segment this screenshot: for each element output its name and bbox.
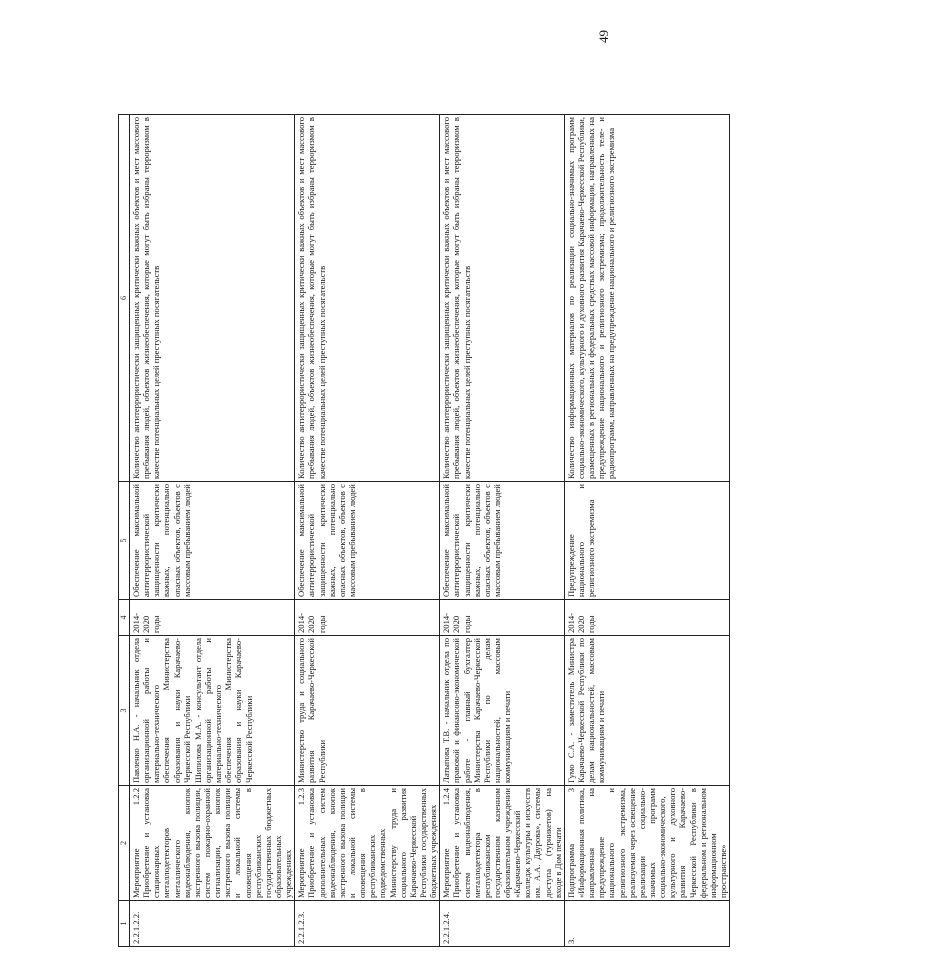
header-cell: 6 bbox=[119, 115, 130, 482]
indicator-cell: Количество информационных материалов по реализации социально-значимых программ социально-экономического, культурного и духовного развития Карачаево-Черкесской Республики, размещенных в региональных и федеральных средствах массовой информации, направленных на предупреждение национального и религиозного экстремизма; продолжительность теле- и радиопрограмм, направленных на предупреждение национального и религиозного экстремизма bbox=[564, 115, 729, 482]
responsible-cell: Павленко Н.А. - начальник отдела организационной работы и материально-технического обеспечения Министерства образования и науки Карачаево-Черкесской Республики Шипилова М.А. - консультант отдела организационной работы и материально-технического обеспечения Министерства образования и науки Карачаево-Черкесской Республики bbox=[130, 636, 295, 786]
indicator-cell: Количество антитеррористически защищенных критически важных объектов и мест массового пребывания людей, объектов жизнеобеспечения, которые могут быть избраны терроризмом в качестве потенциальных целей преступных посягательств bbox=[440, 115, 565, 482]
header-cell: 5 bbox=[119, 482, 130, 600]
result-cell: Обеспечение максимальной антитеррористической защищенности критически важных, потенциально опасных объектов, объектов с массовым пребыванием людей bbox=[295, 482, 440, 600]
event-cell: Мероприятие 1.2.3 Приобретение и установка дополнительных систем видеонаблюдения, кнопок экстренного вызова полиции и локальной системы оповещения в республиканских подведомственных Министерству труда и социального развития Карачаево-Черкесской Республики государственных бюджетных учреждениях bbox=[295, 786, 440, 901]
header-cell: 4 bbox=[119, 600, 130, 636]
indicator-cell: Количество антитеррористически защищенных критически важных объектов и мест массового пребывания людей, объектов жизнеобеспечения, которые могут быть избраны терроризмом в качестве потенциальных целей преступных посягательств bbox=[130, 115, 295, 482]
event-cell: Подпрограмма 3 «Информационная политика, направленная на предупреждение национального и религиозного экстремизма, реализуемая через освещение реализации социально-значимых программ социально-экономического, культурного и духовного развития Карачаево-Черкесской Республики в федеральном и региональном информационном пространстве» bbox=[564, 786, 729, 901]
result-cell: Предупреждение национального и религиозного экстремизма bbox=[564, 482, 729, 600]
table-row bbox=[130, 115, 295, 947]
table-row bbox=[295, 115, 440, 947]
responsible-cell: Министерство труда и социального развития Карачаево-Черкесской Республики bbox=[295, 636, 440, 786]
row-number: 2.2.1.2.2. bbox=[130, 901, 295, 947]
header-cell: 1 bbox=[119, 901, 130, 947]
indicator-cell: Количество антитеррористически защищенных критически важных объектов и мест массового пребывания людей, объектов жизнеобеспечения, которые могут быть избраны терроризмом в качестве потенциальных целей преступных посягательств bbox=[295, 115, 440, 482]
responsible-cell: Гумо С.А. - заместитель Министра Карачаево-Черкесской Республики по делам национальностей, массовым коммуникациям и печати bbox=[564, 636, 729, 786]
header-cell: 2 bbox=[119, 786, 130, 901]
event-cell: Мероприятие 1.2.2 Приобретение и установка стационарных металлодетекторов металлического видеонаблюдения, кнопок экстренного вызова полиции, систем пожарно-охранной сигнализации, кнопок экстренного вызова полиции и локальной системы оповещения в республиканских государственных бюджетных образовательных учреждениях bbox=[130, 786, 295, 901]
page-number: 49 bbox=[596, 30, 611, 43]
years-cell: 2014-2020 годы bbox=[440, 600, 565, 636]
event-cell: Мероприятие 1.2.4 Приобретение и установка систем видеонаблюдения, металлодетектора в республиканском государственном казенном образовательном учреждении «Карачаево-Черкесский колледж культуры и искусств им. А.А. Даурова», системы доступа (турникетов) на входе в Дом печати bbox=[440, 786, 565, 901]
row-number: 3. bbox=[564, 901, 729, 947]
responsible-cell: Латыпова Т.В. - начальник отдела по правовой и финансово-экономической работе - главный бухгалтер Министерства Карачаево-Черкесской Республики по делам национальностей, массовым коммуникациям и печати bbox=[440, 636, 565, 786]
result-cell: Обеспечение максимальной антитеррористической защищенности критически важных, потенциально опасных объектов, объектов с массовым пребыванием людей bbox=[440, 482, 565, 600]
row-number: 2.2.1.2.4. bbox=[440, 901, 565, 947]
years-cell: 2014-2020 годы bbox=[295, 600, 440, 636]
program-table bbox=[118, 114, 730, 947]
header-row bbox=[119, 115, 130, 947]
years-cell: 2014-2020 годы bbox=[130, 600, 295, 636]
years-cell: 2014-2020 годы bbox=[564, 600, 729, 636]
row-number: 2.2.1.2.3. bbox=[295, 901, 440, 947]
result-cell: Обеспечение максимальной антитеррористической защищенности критически важных, потенциально опасных объектов, объектов с массовым пребыванием людей bbox=[130, 482, 295, 600]
table-row bbox=[564, 115, 729, 947]
header-cell: 3 bbox=[119, 636, 130, 786]
table-row bbox=[440, 115, 565, 947]
rotated-page bbox=[60, 60, 729, 965]
